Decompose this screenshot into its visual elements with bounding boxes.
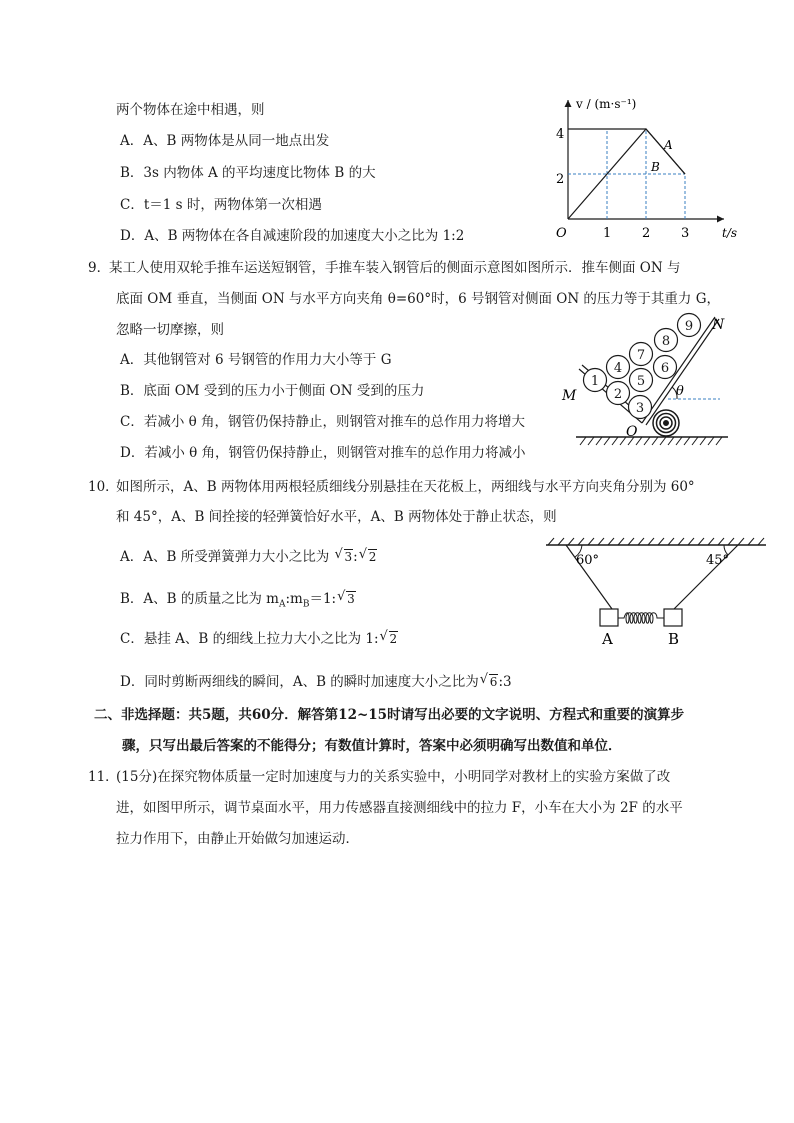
sqrt-2-radicand: 2 (368, 550, 377, 564)
pipe-4-label: 4 (613, 361, 623, 376)
block-a (600, 609, 618, 626)
label-n: N (712, 317, 725, 333)
pipe-5-label: 5 (636, 374, 646, 389)
q9-stem-line2: 底面 OM 垂直，当侧面 ON 与水平方向夹角 θ=60°时，6 号钢管对侧面 ON 的压力等于其重力 G， (116, 291, 721, 307)
series-b-label: B (651, 160, 660, 174)
ceiling-hatching (548, 538, 764, 545)
origin-label: O (556, 226, 567, 241)
y-axis-label: v / (m·s⁻¹) (576, 97, 637, 111)
block-b-label: B (668, 630, 680, 648)
q9-cart-figure (548, 305, 748, 450)
q10-option-d-post: :3 (498, 674, 512, 690)
block-b (664, 609, 682, 626)
q11-number: 11． (88, 769, 119, 785)
q9-stem-line3: 忽略一切摩擦，则 (116, 322, 224, 338)
q10-stem-line2: 和 45°，A、B 间拴接的轻弹簧恰好水平，A、B 两物体处于静止状态，则 (116, 509, 557, 525)
q8-option-d: D．A、B 两物体在各自减速阶段的加速度大小之比为 1:2 (120, 228, 465, 244)
angle-45-label: 45° (706, 553, 730, 568)
section2-heading-line1: 二、非选择题：共5题，共60分．解答第12~15时请写出必要的文字说明、方程式和重要的演算步 (94, 707, 685, 723)
q9-number: 9． (88, 260, 111, 276)
pipe-6-label: 6 (660, 361, 670, 376)
pipe-7-label: 7 (636, 348, 646, 363)
pipe-8-label: 8 (661, 334, 671, 349)
sqrt-2-c-radicand: 2 (389, 632, 398, 646)
q8-option-a: A．A、B 两物体是从同一地点出发 (120, 133, 330, 149)
ground-hatching (580, 437, 722, 445)
q10-stem-line1: 如图所示，A、B 两物体用两根轻质细线分别悬挂在天花板上，两细线与水平方向夹角分别为 60° (116, 479, 695, 495)
q10-option-a-text: A．A、B 所受弹簧弹力大小之比为 (120, 549, 330, 565)
pipe-9-label: 9 (684, 319, 694, 334)
x-tick-1: 1 (603, 226, 612, 241)
sqrt-3 (335, 548, 354, 566)
q8-option-b: B．3s 内物体 A 的平均速度比物体 B 的大 (120, 165, 376, 181)
q10-option-b-colon: :m (285, 591, 303, 607)
label-o: O (626, 424, 638, 440)
pipe-3-label: 3 (635, 401, 645, 416)
sub-b: B (302, 599, 310, 610)
q8-option-c: C．t＝1 s 时，两物体第一次相遇 (120, 197, 322, 213)
series-a-label: A (664, 138, 673, 152)
q9-stem-line1: 某工人使用双轮手推车运送短钢管，手推车装入钢管后的侧面示意图如图所示．推车侧面 ON 与 (109, 260, 681, 276)
q9-option-b: B．底面 OM 受到的压力小于侧面 ON 受到的压力 (120, 383, 425, 399)
q10-option-c (120, 630, 398, 648)
q10-option-b-eq: ＝1: (309, 591, 337, 607)
q10-spring-figure (540, 535, 772, 650)
x-tick-2: 2 (642, 226, 651, 241)
q10-option-d-text: D．同时剪断两细线的瞬间，A、B 的瞬时加速度大小之比为 (120, 674, 479, 690)
sub-a: A (278, 599, 286, 610)
sqrt-3-radicand: 3 (344, 550, 353, 564)
q8-vt-graph (548, 92, 748, 242)
block-a-label: A (602, 630, 613, 648)
q10-number: 10． (88, 479, 119, 495)
q10-option-d (120, 673, 512, 691)
theta-label: θ (676, 384, 684, 399)
q9-option-d: D．若减小 θ 角，钢管仍保持静止，则钢管对推车的总作用力将减小 (120, 445, 526, 461)
pipe-2-label: 2 (613, 387, 623, 402)
sqrt-6-radicand: 6 (489, 675, 498, 689)
y-tick-4: 4 (556, 127, 565, 142)
q8-stem-tail: 两个物体在途中相遇，则 (116, 102, 265, 118)
wheel (653, 410, 679, 436)
y-tick-2: 2 (556, 172, 565, 187)
q11-stem-line1: (15分)在探究物体质量一定时加速度与力的关系实验中，小明同学对教材上的实验方案做了改 (116, 769, 671, 785)
q9-option-c: C．若减小 θ 角，钢管仍保持静止，则钢管对推车的总作用力将增大 (120, 414, 526, 430)
q10-option-b-text: B．A、B 的质量之比为 m (120, 591, 279, 607)
label-m: M (562, 388, 577, 404)
sqrt-3-b-radicand: 3 (347, 592, 355, 606)
sqrt-6 (480, 673, 499, 691)
spring (618, 613, 664, 624)
pipe-1-label: 1 (590, 374, 600, 389)
q9-option-a: A．其他钢管对 6 号钢管的作用力大小等于 G (120, 352, 392, 368)
sqrt-2 (359, 548, 378, 566)
x-tick-3: 3 (681, 226, 690, 241)
q10-option-a (120, 548, 377, 566)
q10-option-c-text: C．悬挂 A、B 的细线上拉力大小之比为 1: (120, 631, 379, 647)
section2-heading-line2: 骤，只写出最后答案的不能得分；有数值计算时，答案中必须明确写出数值和单位． (122, 738, 622, 754)
side-on-outer (642, 317, 715, 423)
x-axis-label: t/s (722, 226, 738, 240)
angle-60-label: 60° (576, 553, 600, 568)
sqrt-3-b (337, 590, 356, 608)
q10-option-a-colon: : (353, 549, 358, 565)
q11-stem-line3: 拉力作用下，由静止开始做匀加速运动． (116, 831, 359, 847)
q11-stem-line2: 进，如图甲所示，调节桌面水平，用力传感器直接测细线中的拉力 F，小车在大小为 2F 的水平 (116, 800, 683, 816)
sqrt-2-c (380, 630, 399, 648)
q10-option-b (120, 590, 356, 614)
